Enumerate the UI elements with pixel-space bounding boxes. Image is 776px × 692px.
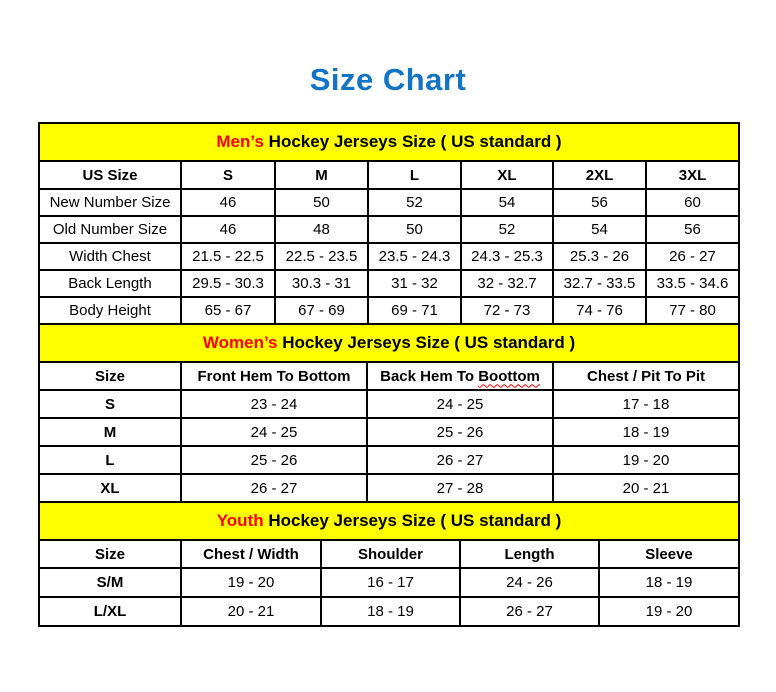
table-row bbox=[39, 243, 739, 270]
section-band-text: Hockey Jerseys Size ( US standard ) bbox=[268, 511, 562, 531]
size-value-cell: 72 - 73 bbox=[461, 297, 553, 324]
size-value-cell: 74 - 76 bbox=[553, 297, 646, 324]
size-value-cell: 25.3 - 26 bbox=[553, 243, 646, 270]
size-value-cell: 50 bbox=[275, 189, 368, 216]
size-value-cell: 24 - 25 bbox=[181, 418, 367, 446]
size-value-cell: 33.5 - 34.6 bbox=[646, 270, 739, 297]
column-header: Back Hem To Boottom bbox=[367, 362, 553, 390]
size-value-cell: 24 - 25 bbox=[367, 390, 553, 418]
youth-section-band bbox=[39, 502, 739, 540]
size-value-cell: 24 - 26 bbox=[460, 568, 599, 597]
mens-section-band-row bbox=[39, 123, 739, 161]
womens-section-band-row bbox=[39, 324, 739, 362]
row-label: XL bbox=[39, 474, 181, 502]
table-row bbox=[39, 418, 739, 446]
section-band-highlight: Youth bbox=[216, 511, 264, 531]
table-row bbox=[39, 189, 739, 216]
table-row bbox=[39, 297, 739, 324]
size-value-cell: 31 - 32 bbox=[368, 270, 461, 297]
size-value-cell: 25 - 26 bbox=[367, 418, 553, 446]
size-value-cell: 69 - 71 bbox=[368, 297, 461, 324]
size-value-cell: 26 - 27 bbox=[181, 474, 367, 502]
size-value-cell: 19 - 20 bbox=[599, 597, 739, 626]
column-header: US Size bbox=[39, 161, 181, 189]
size-value-cell: 21.5 - 22.5 bbox=[181, 243, 275, 270]
size-value-cell: 19 - 20 bbox=[181, 568, 321, 597]
size-value-cell: 26 - 27 bbox=[460, 597, 599, 626]
column-header: Length bbox=[460, 540, 599, 568]
youth-header-row bbox=[39, 540, 739, 568]
size-value-cell: 26 - 27 bbox=[367, 446, 553, 474]
page-title: Size Chart bbox=[309, 62, 467, 97]
column-header: XL bbox=[461, 161, 553, 189]
column-header: Shoulder bbox=[321, 540, 460, 568]
column-header: Chest / Width bbox=[181, 540, 321, 568]
misspelled-word: Boottom bbox=[478, 367, 540, 385]
column-header: Front Hem To Bottom bbox=[181, 362, 367, 390]
size-value-cell: 25 - 26 bbox=[181, 446, 367, 474]
size-value-cell: 29.5 - 30.3 bbox=[181, 270, 275, 297]
size-value-cell: 20 - 21 bbox=[553, 474, 739, 502]
size-value-cell: 24.3 - 25.3 bbox=[461, 243, 553, 270]
size-value-cell: 16 - 17 bbox=[321, 568, 460, 597]
size-value-cell: 22.5 - 23.5 bbox=[275, 243, 368, 270]
womens-section-band bbox=[39, 324, 739, 362]
size-value-cell: 46 bbox=[181, 216, 275, 243]
size-value-cell: 54 bbox=[461, 189, 553, 216]
section-band-text: Hockey Jerseys Size ( US standard ) bbox=[268, 132, 562, 152]
column-header: L bbox=[368, 161, 461, 189]
row-label: M bbox=[39, 418, 181, 446]
size-value-cell: 60 bbox=[646, 189, 739, 216]
size-value-cell: 27 - 28 bbox=[367, 474, 553, 502]
size-value-cell: 56 bbox=[553, 189, 646, 216]
mens-size-table bbox=[38, 122, 740, 325]
table-row bbox=[39, 597, 739, 626]
size-chart-tables bbox=[38, 122, 738, 627]
size-value-cell: 54 bbox=[553, 216, 646, 243]
column-header: Chest / Pit To Pit bbox=[553, 362, 739, 390]
size-value-cell: 18 - 19 bbox=[553, 418, 739, 446]
womens-header-row bbox=[39, 362, 739, 390]
table-row bbox=[39, 216, 739, 243]
column-header: M bbox=[275, 161, 368, 189]
size-value-cell: 26 - 27 bbox=[646, 243, 739, 270]
row-label: Body Height bbox=[39, 297, 181, 324]
section-band-text: Hockey Jerseys Size ( US standard ) bbox=[282, 333, 576, 353]
table-row bbox=[39, 474, 739, 502]
size-value-cell: 19 - 20 bbox=[553, 446, 739, 474]
size-value-cell: 50 bbox=[368, 216, 461, 243]
column-header: 2XL bbox=[553, 161, 646, 189]
table-row bbox=[39, 390, 739, 418]
mens-section-band bbox=[39, 123, 739, 161]
size-value-cell: 48 bbox=[275, 216, 368, 243]
section-band-highlight: Women’s bbox=[202, 333, 278, 353]
size-value-cell: 32.7 - 33.5 bbox=[553, 270, 646, 297]
row-label: S bbox=[39, 390, 181, 418]
size-value-cell: 18 - 19 bbox=[321, 597, 460, 626]
column-header: 3XL bbox=[646, 161, 739, 189]
youth-section-band-row bbox=[39, 502, 739, 540]
size-chart-page bbox=[0, 63, 776, 692]
size-value-cell: 20 - 21 bbox=[181, 597, 321, 626]
row-label: S/M bbox=[39, 568, 181, 597]
size-value-cell: 77 - 80 bbox=[646, 297, 739, 324]
row-label: Back Length bbox=[39, 270, 181, 297]
table-row bbox=[39, 446, 739, 474]
column-header: S bbox=[181, 161, 275, 189]
size-value-cell: 65 - 67 bbox=[181, 297, 275, 324]
column-header: Sleeve bbox=[599, 540, 739, 568]
size-value-cell: 52 bbox=[461, 216, 553, 243]
table-row bbox=[39, 270, 739, 297]
womens-size-table bbox=[38, 323, 740, 503]
size-value-cell: 18 - 19 bbox=[599, 568, 739, 597]
row-label: L bbox=[39, 446, 181, 474]
section-band-highlight: Men’s bbox=[216, 132, 264, 152]
size-value-cell: 67 - 69 bbox=[275, 297, 368, 324]
mens-header-row bbox=[39, 161, 739, 189]
size-value-cell: 17 - 18 bbox=[553, 390, 739, 418]
size-value-cell: 56 bbox=[646, 216, 739, 243]
row-label: Old Number Size bbox=[39, 216, 181, 243]
size-value-cell: 46 bbox=[181, 189, 275, 216]
row-label: New Number Size bbox=[39, 189, 181, 216]
table-row bbox=[39, 568, 739, 597]
youth-size-table bbox=[38, 501, 740, 627]
row-label: L/XL bbox=[39, 597, 181, 626]
column-header: Size bbox=[39, 362, 181, 390]
size-value-cell: 52 bbox=[368, 189, 461, 216]
row-label: Width Chest bbox=[39, 243, 181, 270]
size-value-cell: 32 - 32.7 bbox=[461, 270, 553, 297]
size-value-cell: 23.5 - 24.3 bbox=[368, 243, 461, 270]
size-value-cell: 30.3 - 31 bbox=[275, 270, 368, 297]
size-value-cell: 23 - 24 bbox=[181, 390, 367, 418]
column-header: Size bbox=[39, 540, 181, 568]
